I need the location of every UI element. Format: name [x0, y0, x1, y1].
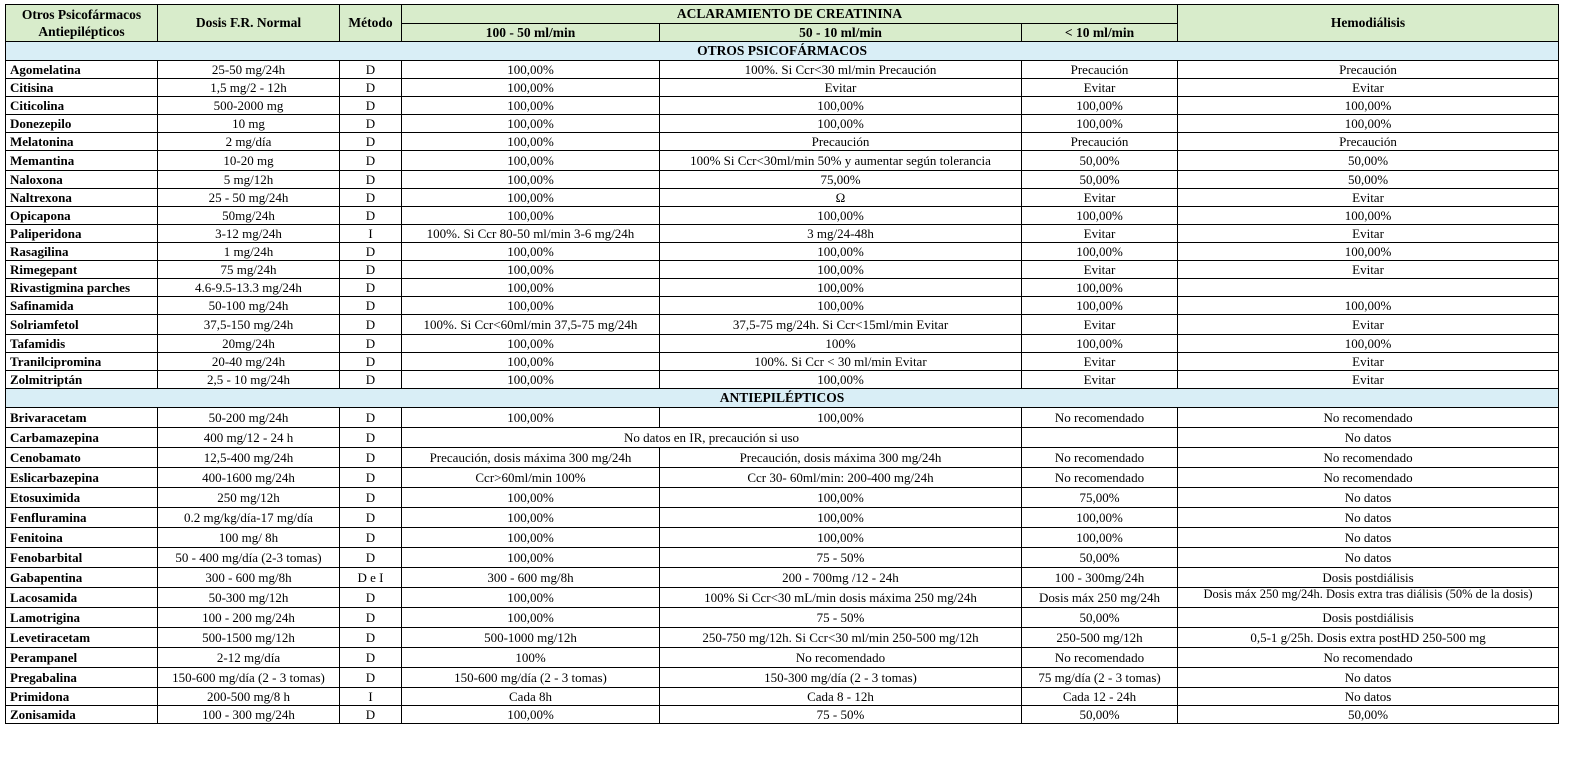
method: D	[340, 243, 402, 261]
table-row	[6, 171, 1559, 189]
normal-dose: 75 mg/24h	[158, 261, 340, 279]
dose-lt10: Evitar	[1022, 371, 1178, 389]
normal-dose: 100 - 200 mg/24h	[158, 608, 340, 628]
dose-50-10: 100,00%	[660, 528, 1022, 548]
drug-name: Carbamazepina	[6, 428, 158, 448]
dose-100-50: 100,00%	[402, 706, 660, 724]
dose-lt10: Evitar	[1022, 79, 1178, 97]
method: D	[340, 408, 402, 428]
dose-100-50: 100,00%	[402, 548, 660, 568]
normal-dose: 200-500 mg/8 h	[158, 688, 340, 706]
dose-50-10: 100%. Si Ccr < 30 ml/min Evitar	[660, 353, 1022, 371]
dose-lt10: 75,00%	[1022, 488, 1178, 508]
hemodialysis: Dosis postdiálisis	[1178, 608, 1559, 628]
dose-100-50: 100,00%	[402, 189, 660, 207]
dose-50-10: 75 - 50%	[660, 706, 1022, 724]
drug-name: Rivastigmina parches	[6, 279, 158, 297]
method: D	[340, 428, 402, 448]
normal-dose: 50-300 mg/12h	[158, 588, 340, 608]
table-row	[6, 97, 1559, 115]
dose-50-10: No recomendado	[660, 648, 1022, 668]
hemodialysis: Evitar	[1178, 315, 1559, 335]
drug-name: Lamotrigina	[6, 608, 158, 628]
dose-100-50: 100,00%	[402, 297, 660, 315]
hemodialysis: Evitar	[1178, 189, 1559, 207]
method: D	[340, 628, 402, 648]
table-row	[6, 448, 1559, 468]
method: D	[340, 279, 402, 297]
drug-name: Citisina	[6, 79, 158, 97]
method: D	[340, 115, 402, 133]
table-row	[6, 243, 1559, 261]
normal-dose: 500-2000 mg	[158, 97, 340, 115]
table-body	[6, 42, 1559, 724]
dose-100-50: 150-600 mg/día (2 - 3 tomas)	[402, 668, 660, 688]
method: D	[340, 448, 402, 468]
drug-name: Tranilcipromina	[6, 353, 158, 371]
method: D	[340, 133, 402, 151]
hemodialysis: No datos	[1178, 528, 1559, 548]
dose-50-10: 100,00%	[660, 488, 1022, 508]
hemodialysis: Dosis postdiálisis	[1178, 568, 1559, 588]
dose-lt10: 100,00%	[1022, 97, 1178, 115]
dose-100-50: 100,00%	[402, 408, 660, 428]
normal-dose: 100 - 300 mg/24h	[158, 706, 340, 724]
hemodialysis: No datos	[1178, 668, 1559, 688]
header-creatinine-clearance: ACLARAMIENTO DE CREATININA	[402, 5, 1178, 24]
dose-50-10: 100,00%	[660, 243, 1022, 261]
drug-name: Paliperidona	[6, 225, 158, 243]
drug-name: Zonisamida	[6, 706, 158, 724]
dose-lt10: No recomendado	[1022, 468, 1178, 488]
drug-name: Gabapentina	[6, 568, 158, 588]
normal-dose: 37,5-150 mg/24h	[158, 315, 340, 335]
dose-lt10: Evitar	[1022, 261, 1178, 279]
drug-name: Etosuximida	[6, 488, 158, 508]
drug-name: Eslicarbazepina	[6, 468, 158, 488]
method: D	[340, 207, 402, 225]
table-row	[6, 371, 1559, 389]
hemodialysis: No datos	[1178, 688, 1559, 706]
normal-dose: 50-200 mg/24h	[158, 408, 340, 428]
table-row	[6, 588, 1559, 608]
dose-50-10: 100,00%	[660, 279, 1022, 297]
normal-dose: 10 mg	[158, 115, 340, 133]
hemodialysis: 50,00%	[1178, 171, 1559, 189]
dose-100-50: 100,00%	[402, 171, 660, 189]
header-lt10: < 10 ml/min	[1022, 24, 1178, 42]
header-method: Método	[340, 5, 402, 42]
dose-lt10: Cada 12 - 24h	[1022, 688, 1178, 706]
drug-name: Fenitoina	[6, 528, 158, 548]
dose-100-50: 100%	[402, 648, 660, 668]
hemodialysis: Evitar	[1178, 225, 1559, 243]
dose-50-10: 100%	[660, 335, 1022, 353]
dose-lt10: 50,00%	[1022, 151, 1178, 171]
dose-100-50: 500-1000 mg/12h	[402, 628, 660, 648]
dose-100-50: Ccr>60ml/min 100%	[402, 468, 660, 488]
dose-100-50: 100,00%	[402, 588, 660, 608]
table-row	[6, 528, 1559, 548]
header-100-50: 100 - 50 ml/min	[402, 24, 660, 42]
method: D e I	[340, 568, 402, 588]
drug-name: Levetiracetam	[6, 628, 158, 648]
dose-lt10: Evitar	[1022, 315, 1178, 335]
dose-50-10: 100,00%	[660, 97, 1022, 115]
dose-50-10: 100,00%	[660, 297, 1022, 315]
method: D	[340, 353, 402, 371]
dose-100-50: 100,00%	[402, 279, 660, 297]
dose-50-10: Precaución, dosis máxima 300 mg/24h	[660, 448, 1022, 468]
dose-50-10: 100% Si Ccr<30 mL/min dosis máxima 250 mg/24h	[660, 588, 1022, 608]
table-header	[6, 5, 1559, 42]
dose-50-10: 100,00%	[660, 408, 1022, 428]
hemodialysis: 100,00%	[1178, 97, 1559, 115]
table-row	[6, 61, 1559, 79]
dose-lt10: No recomendado	[1022, 648, 1178, 668]
dose-100-50: 300 - 600 mg/8h	[402, 568, 660, 588]
method: D	[340, 151, 402, 171]
dose-lt10: 100,00%	[1022, 528, 1178, 548]
hemodialysis: No recomendado	[1178, 408, 1559, 428]
method: D	[340, 508, 402, 528]
drug-name: Tafamidis	[6, 335, 158, 353]
normal-dose: 250 mg/12h	[158, 488, 340, 508]
dose-50-10: 250-750 mg/12h. Si Ccr<30 ml/min 250-500 mg/12h	[660, 628, 1022, 648]
dose-lt10: Evitar	[1022, 353, 1178, 371]
method: D	[340, 668, 402, 688]
dose-50-10: 75,00%	[660, 171, 1022, 189]
method: D	[340, 371, 402, 389]
method: D	[340, 608, 402, 628]
drug-name: Memantina	[6, 151, 158, 171]
method: D	[340, 315, 402, 335]
drug-name: Safinamida	[6, 297, 158, 315]
normal-dose: 50mg/24h	[158, 207, 340, 225]
dose-lt10: 50,00%	[1022, 706, 1178, 724]
normal-dose: 500-1500 mg/12h	[158, 628, 340, 648]
dose-50-10: 100,00%	[660, 261, 1022, 279]
dose-50-10: Precaución	[660, 133, 1022, 151]
dose-100-50: 100,00%	[402, 261, 660, 279]
drug-name: Rimegepant	[6, 261, 158, 279]
normal-dose: 25 - 50 mg/24h	[158, 189, 340, 207]
dose-50-10: 100,00%	[660, 508, 1022, 528]
normal-dose: 0.2 mg/kg/día-17 mg/día	[158, 508, 340, 528]
hemodialysis: 100,00%	[1178, 115, 1559, 133]
hemodialysis: Precaución	[1178, 61, 1559, 79]
drug-name: Melatonina	[6, 133, 158, 151]
table-row	[6, 508, 1559, 528]
hemodialysis: No datos	[1178, 548, 1559, 568]
dose-50-10: Evitar	[660, 79, 1022, 97]
method: D	[340, 297, 402, 315]
table-row	[6, 261, 1559, 279]
dose-50-10: Cada 8 - 12h	[660, 688, 1022, 706]
normal-dose: 2,5 - 10 mg/24h	[158, 371, 340, 389]
dose-50-10: 37,5-75 mg/24h. Si Ccr<15ml/min Evitar	[660, 315, 1022, 335]
hemodialysis: 100,00%	[1178, 207, 1559, 225]
drug-name: Opicapona	[6, 207, 158, 225]
dose-100-50: 100,00%	[402, 243, 660, 261]
dose-100-50: 100,00%	[402, 133, 660, 151]
table-row	[6, 353, 1559, 371]
hemodialysis: 100,00%	[1178, 297, 1559, 315]
drug-name: Fenobarbital	[6, 548, 158, 568]
hemodialysis: 100,00%	[1178, 335, 1559, 353]
dose-lt10: 100,00%	[1022, 115, 1178, 133]
dose-100-50: 100,00%	[402, 371, 660, 389]
hemodialysis: Evitar	[1178, 353, 1559, 371]
dose-100-50: 100,00%	[402, 115, 660, 133]
hemodialysis: No datos	[1178, 488, 1559, 508]
dose-100-50: Precaución, dosis máxima 300 mg/24h	[402, 448, 660, 468]
method: D	[340, 97, 402, 115]
table-row	[6, 608, 1559, 628]
normal-dose: 12,5-400 mg/24h	[158, 448, 340, 468]
dose-100-50: 100,00%	[402, 207, 660, 225]
drug-name: Naltrexona	[6, 189, 158, 207]
dose-lt10: Precaución	[1022, 61, 1178, 79]
dose-lt10: 50,00%	[1022, 608, 1178, 628]
method: D	[340, 261, 402, 279]
dose-100-50: 100,00%	[402, 353, 660, 371]
table-row	[6, 428, 1559, 448]
table-row	[6, 688, 1559, 706]
normal-dose: 2-12 mg/día	[158, 648, 340, 668]
hemodialysis: No recomendado	[1178, 468, 1559, 488]
dose-50-10: 150-300 mg/día (2 - 3 tomas)	[660, 668, 1022, 688]
table-row	[6, 548, 1559, 568]
hemodialysis: No datos	[1178, 428, 1559, 448]
drug-name: Lacosamida	[6, 588, 158, 608]
dose-lt10: 50,00%	[1022, 548, 1178, 568]
table-row	[6, 335, 1559, 353]
header-hemodialysis: Hemodiálisis	[1178, 5, 1559, 42]
table-row	[6, 279, 1559, 297]
method: D	[340, 171, 402, 189]
drug-name: Brivaracetam	[6, 408, 158, 428]
dose-100-50: 100,00%	[402, 79, 660, 97]
hemodialysis: 100,00%	[1178, 243, 1559, 261]
drug-name: Perampanel	[6, 648, 158, 668]
normal-dose: 400-1600 mg/24h	[158, 468, 340, 488]
table-row	[6, 488, 1559, 508]
table-row	[6, 189, 1559, 207]
hemodialysis: No recomendado	[1178, 648, 1559, 668]
table-row	[6, 628, 1559, 648]
table-row	[6, 79, 1559, 97]
dose-50-10: Ω	[660, 189, 1022, 207]
dose-50-10: 75 - 50%	[660, 608, 1022, 628]
normal-dose: 10-20 mg	[158, 151, 340, 171]
section-header: OTROS PSICOFÁRMACOS	[6, 42, 1559, 61]
dose-50-10: 100,00%	[660, 371, 1022, 389]
dose-50-10: 100,00%	[660, 115, 1022, 133]
dose-lt10: 100,00%	[1022, 508, 1178, 528]
hemodialysis: No recomendado	[1178, 448, 1559, 468]
normal-dose: 50 - 400 mg/día (2-3 tomas)	[158, 548, 340, 568]
renal-dosing-table	[5, 4, 1559, 724]
dose-100-50: 100,00%	[402, 335, 660, 353]
method: D	[340, 79, 402, 97]
normal-dose: 3-12 mg/24h	[158, 225, 340, 243]
table-row	[6, 408, 1559, 428]
dose-lt10: 50,00%	[1022, 171, 1178, 189]
table-row	[6, 207, 1559, 225]
drug-name: Donezepilo	[6, 115, 158, 133]
dose-100-50: 100,00%	[402, 508, 660, 528]
dose-lt10: Evitar	[1022, 225, 1178, 243]
drug-name: Citicolina	[6, 97, 158, 115]
hemodialysis: Dosis máx 250 mg/24h. Dosis extra tras diálisis (50% de la dosis)	[1178, 588, 1559, 608]
hemodialysis: Evitar	[1178, 79, 1559, 97]
dose-50-10: Ccr 30- 60ml/min: 200-400 mg/24h	[660, 468, 1022, 488]
hemodialysis: 0,5-1 g/25h. Dosis extra postHD 250-500 mg	[1178, 628, 1559, 648]
method: D	[340, 588, 402, 608]
section-header: ANTIEPILÉPTICOS	[6, 389, 1559, 408]
method: D	[340, 528, 402, 548]
dose-100-50: Cada 8h	[402, 688, 660, 706]
normal-dose: 1,5 mg/2 - 12h	[158, 79, 340, 97]
method: I	[340, 225, 402, 243]
dose-100-50: 100,00%	[402, 608, 660, 628]
method: D	[340, 335, 402, 353]
dose-50-10: 3 mg/24-48h	[660, 225, 1022, 243]
dose-lt10: Dosis máx 250 mg/24h	[1022, 588, 1178, 608]
dose-lt10	[1022, 428, 1178, 448]
dose-100-50: 100%. Si Ccr 80-50 ml/min 3-6 mg/24h	[402, 225, 660, 243]
normal-dose: 2 mg/día	[158, 133, 340, 151]
dose-lt10: Evitar	[1022, 189, 1178, 207]
method: D	[340, 548, 402, 568]
dose-lt10: 100,00%	[1022, 207, 1178, 225]
table-row	[6, 133, 1559, 151]
dose-lt10: Precaución	[1022, 133, 1178, 151]
dose-50-10: 100% Si Ccr<30ml/min 50% y aumentar según tolerancia	[660, 151, 1022, 171]
table-row	[6, 297, 1559, 315]
dose-100-50: 100,00%	[402, 488, 660, 508]
dose-lt10: 100,00%	[1022, 335, 1178, 353]
dose-100-50: 100%. Si Ccr<60ml/min 37,5-75 mg/24h	[402, 315, 660, 335]
method: D	[340, 189, 402, 207]
method: D	[340, 648, 402, 668]
dose-lt10: No recomendado	[1022, 408, 1178, 428]
table-row	[6, 568, 1559, 588]
drug-name: Primidona	[6, 688, 158, 706]
table-row	[6, 225, 1559, 243]
dose-lt10: 100,00%	[1022, 243, 1178, 261]
dose-100-50: 100,00%	[402, 61, 660, 79]
dose-50-10: 100,00%	[660, 207, 1022, 225]
drug-name: Solriamfetol	[6, 315, 158, 335]
normal-dose: 300 - 600 mg/8h	[158, 568, 340, 588]
hemodialysis	[1178, 279, 1559, 297]
table-row	[6, 668, 1559, 688]
dose-lt10: 100,00%	[1022, 279, 1178, 297]
dose-100-50: 100,00%	[402, 97, 660, 115]
table-row	[6, 115, 1559, 133]
dose-50-10: 75 - 50%	[660, 548, 1022, 568]
table-row	[6, 468, 1559, 488]
drug-name: Rasagilina	[6, 243, 158, 261]
dose-lt10: 75 mg/día (2 - 3 tomas)	[1022, 668, 1178, 688]
normal-dose: 50-100 mg/24h	[158, 297, 340, 315]
table-row	[6, 151, 1559, 171]
normal-dose: 400 mg/12 - 24 h	[158, 428, 340, 448]
method: D	[340, 488, 402, 508]
normal-dose: 150-600 mg/día (2 - 3 tomas)	[158, 668, 340, 688]
dose-50-10: 100%. Si Ccr<30 ml/min Precaución	[660, 61, 1022, 79]
normal-dose: 1 mg/24h	[158, 243, 340, 261]
dose-lt10: 100 - 300mg/24h	[1022, 568, 1178, 588]
drug-name: Zolmitriptán	[6, 371, 158, 389]
normal-dose: 20mg/24h	[158, 335, 340, 353]
dose-50-10: 200 - 700mg /12 - 24h	[660, 568, 1022, 588]
drug-name: Agomelatina	[6, 61, 158, 79]
normal-dose: 4.6-9.5-13.3 mg/24h	[158, 279, 340, 297]
normal-dose: 5 mg/12h	[158, 171, 340, 189]
dose-lt10: 250-500 mg/12h	[1022, 628, 1178, 648]
method: I	[340, 688, 402, 706]
table-row	[6, 706, 1559, 724]
hemodialysis: No datos	[1178, 508, 1559, 528]
method: D	[340, 61, 402, 79]
clearance-merged-note: No datos en IR, precaución si uso	[402, 428, 1022, 448]
drug-name: Naloxona	[6, 171, 158, 189]
dose-lt10: No recomendado	[1022, 448, 1178, 468]
normal-dose: 100 mg/ 8h	[158, 528, 340, 548]
header-drug: Otros Psicofármacos Antiepilépticos	[6, 5, 158, 42]
method: D	[340, 468, 402, 488]
table-row	[6, 648, 1559, 668]
drug-name: Fenfluramina	[6, 508, 158, 528]
hemodialysis: Evitar	[1178, 371, 1559, 389]
header-dose: Dosis F.R. Normal	[158, 5, 340, 42]
hemodialysis: Precaución	[1178, 133, 1559, 151]
drug-name: Pregabalina	[6, 668, 158, 688]
dose-lt10: 100,00%	[1022, 297, 1178, 315]
drug-name: Cenobamato	[6, 448, 158, 468]
header-50-10: 50 - 10 ml/min	[660, 24, 1022, 42]
hemodialysis: 50,00%	[1178, 151, 1559, 171]
hemodialysis: 50,00%	[1178, 706, 1559, 724]
table-row	[6, 315, 1559, 335]
dose-100-50: 100,00%	[402, 151, 660, 171]
hemodialysis: Evitar	[1178, 261, 1559, 279]
normal-dose: 25-50 mg/24h	[158, 61, 340, 79]
normal-dose: 20-40 mg/24h	[158, 353, 340, 371]
method: D	[340, 706, 402, 724]
dose-100-50: 100,00%	[402, 528, 660, 548]
